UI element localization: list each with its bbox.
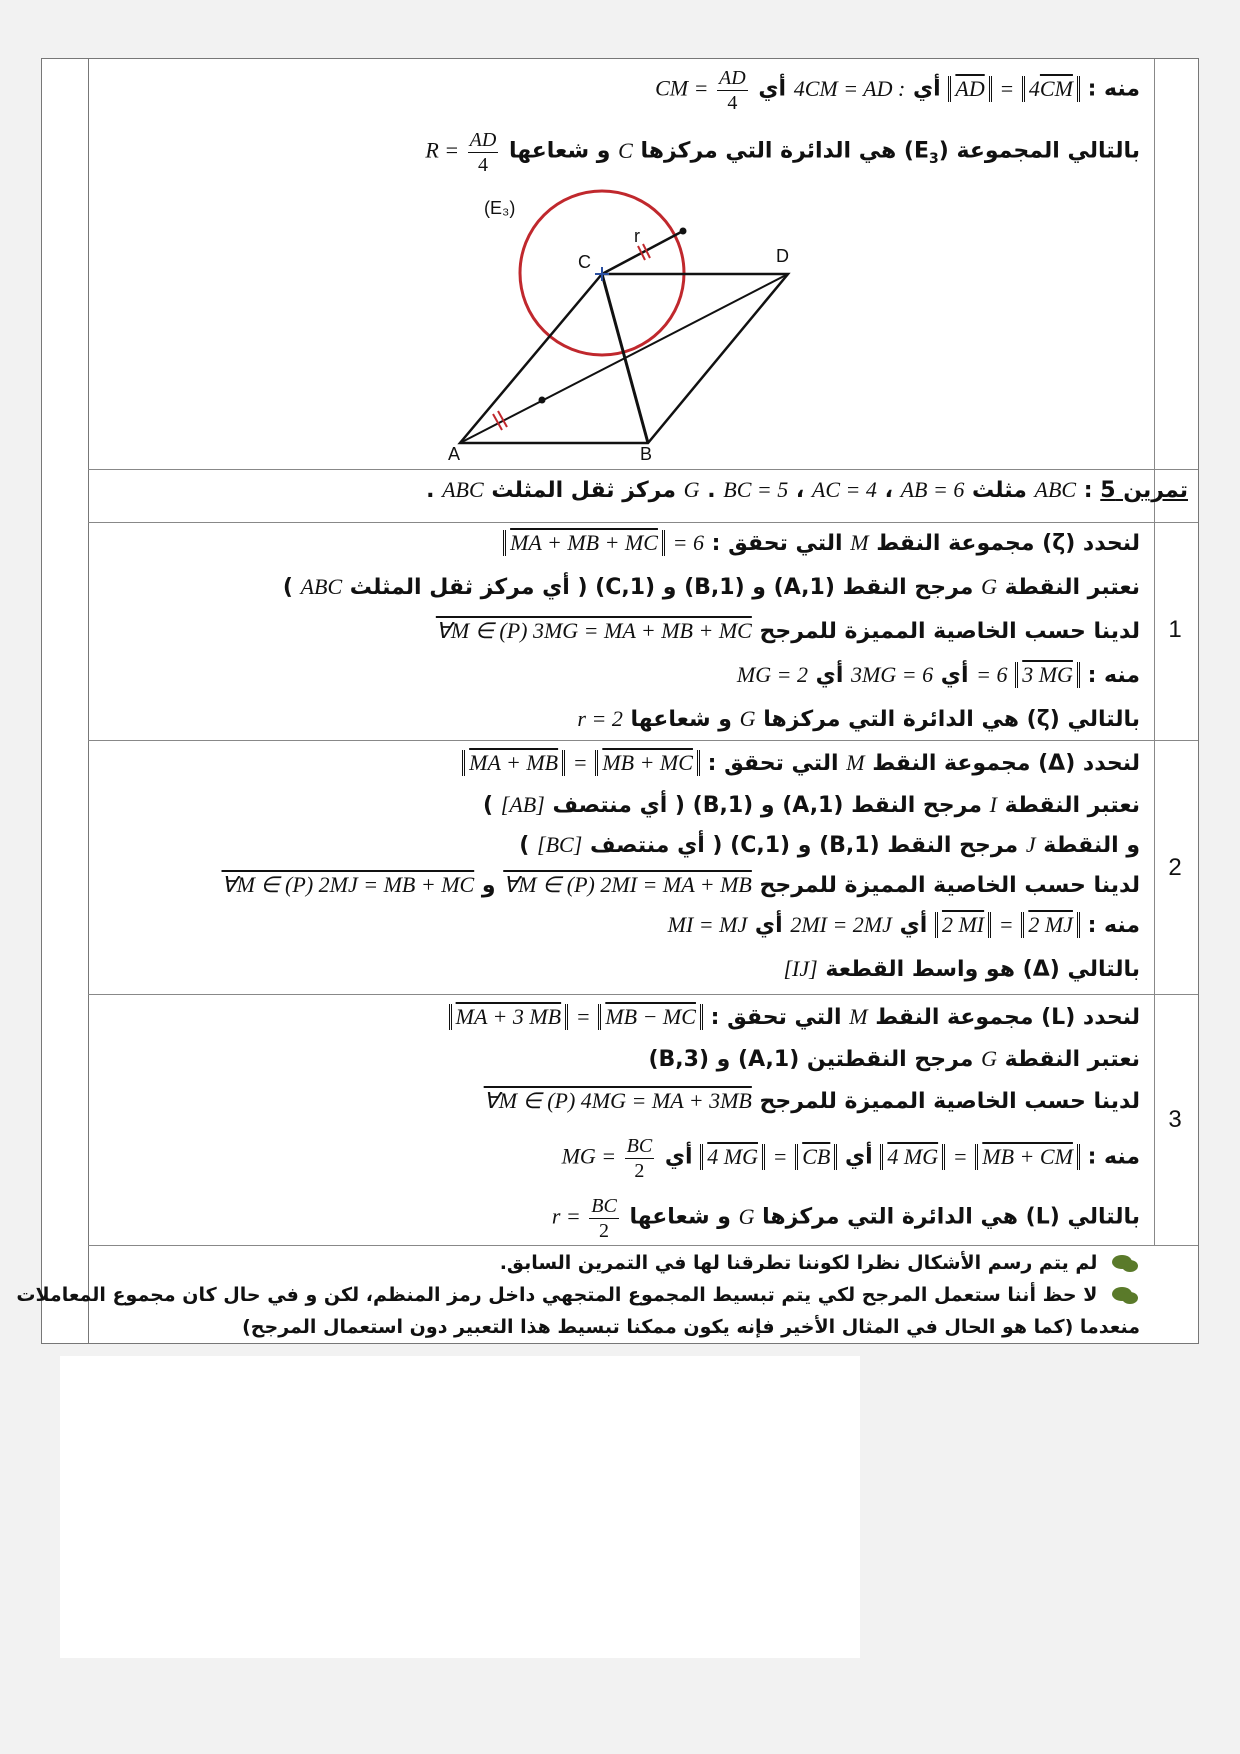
label-r: r <box>634 226 640 246</box>
divider-after-q2 <box>88 994 1198 995</box>
point-on-AD <box>539 397 546 404</box>
part1-line1: منه : $4\overline{CM} = \overline{AD}$ أي 4CM = AD : أي CM = $\frac{AD}{4}$ <box>655 67 1140 114</box>
q3-line3: لدينا حسب الخاصية المميزة للمرجح ∀M ∈ (P) 4MG = MA + 3MB <box>483 1088 1140 1114</box>
divider-after-part1 <box>88 469 1198 470</box>
q2-line3: و النقطة J مرجح النقط (B,1) و (C,1) ( أي منتصف [BC] ) <box>519 832 1140 858</box>
q3-line4: منه : MB + CM = 4 MG أي $\overline{CB} = 4$ MG أي MG = $\frac{BC}{2}$ <box>561 1135 1140 1182</box>
q2-line6: بالتالي (Δ) هو واسط القطعة [IJ] <box>783 956 1140 982</box>
q3-line5: بالتالي (L) هي الدائرة التي مركزها G و شعاعها r = $\frac{BC}{2}$ <box>551 1195 1140 1242</box>
exercise5-title: تمرين 5 <box>1100 478 1188 503</box>
q2-line2: نعتبر النقطة I مرجح النقط (A,1) و (B,1) ( أي منتصف [AB] ) <box>483 792 1140 818</box>
q2-line4: لدينا حسب الخاصية المميزة للمرجح ∀M ∈ (P) 2MI = MA + MB و ∀M ∈ (P) 2MJ = MB + MC <box>221 872 1140 898</box>
q1-line1: لنحدد (ζ) مجموعة النقط M التي تحقق : = 6 MA + MB + MC <box>503 530 1140 556</box>
q2-line1: لنحدد (Δ) مجموعة النقط M التي تحقق : MB + MC = MA + MB <box>462 750 1140 776</box>
exercise5-statement: تمرين 5 : ABC مثلث AB = 6 ، AC = 4 ، BC = 5 . G مركز ثقل المثلث ABC . <box>426 477 1188 503</box>
note-2: لا حظ أننا ستعمل المرجح لكي يتم تبسيط المجموع المتجهي داخل رمز المنظم، لكن و في حال كان مجموع المعاملات <box>16 1284 1140 1307</box>
q3-line1: لنحدد (L) مجموعة النقط M التي تحقق : MB − MC = MA + 3 MB <box>449 1004 1140 1030</box>
table-left-margin-column <box>42 59 89 1343</box>
divider-after-q1 <box>88 740 1198 741</box>
blank-area <box>60 1356 860 1658</box>
q1-line2: نعتبر النقطة G مرجح النقط (A,1) و (B,1) و (C,1) ( أي مركز ثقل المثلث ABC ) <box>282 574 1140 600</box>
geometry-figure <box>440 188 820 468</box>
label-A: A <box>448 444 461 464</box>
q3-line2: نعتبر النقطة G مرجح النقطتين (A,1) و (B,3) <box>648 1046 1140 1072</box>
divider-after-exercise-title <box>88 522 1198 523</box>
speech-bubbles-icon <box>1110 1253 1140 1275</box>
label-B: B <box>640 444 653 464</box>
label-C: C <box>578 252 591 272</box>
note-3: منعدما (كما هو الحال في المثال الأخير فإنه يكون ممكنا تبسيط هذا التعبير دون استعمال المرجح) <box>242 1316 1140 1338</box>
divider-after-q3 <box>88 1245 1198 1246</box>
q1-line4: منه : 3 MG = 6 أي 3MG = 6 أي MG = 2 <box>736 662 1140 688</box>
question-number-2: 2 <box>1168 854 1182 881</box>
point-on-circle <box>680 228 687 235</box>
radius-r <box>602 231 683 274</box>
figure-svg <box>440 188 820 468</box>
question-number-1: 1 <box>1168 616 1182 643</box>
question-number-3: 3 <box>1168 1106 1182 1133</box>
number-column-divider <box>1154 59 1155 1245</box>
segment-CB <box>602 274 648 443</box>
q2-line5: منه : 2 MJ = 2 MI أي 2MI = 2MJ أي MI = MJ <box>667 912 1140 938</box>
speech-bubbles-icon <box>1110 1285 1140 1307</box>
note-1: لم يتم رسم الأشكال نظرا لكوننا تطرقنا لها في التمرين السابق. <box>500 1252 1140 1275</box>
q1-line5: بالتالي (ζ) هي الدائرة التي مركزها G و شعاعها r = 2 <box>577 706 1140 732</box>
q1-line3: لدينا حسب الخاصية المميزة للمرجح ∀M ∈ (P) 3MG = MA + MB + MC <box>435 618 1140 644</box>
label-E3: (E₃) <box>484 198 516 218</box>
label-D: D <box>776 246 789 266</box>
part1-line2: بالتالي المجموعة $(E_3)$ هي الدائرة التي مركزها C و شعاعها R = $\frac{AD}{4}$ <box>425 129 1140 176</box>
